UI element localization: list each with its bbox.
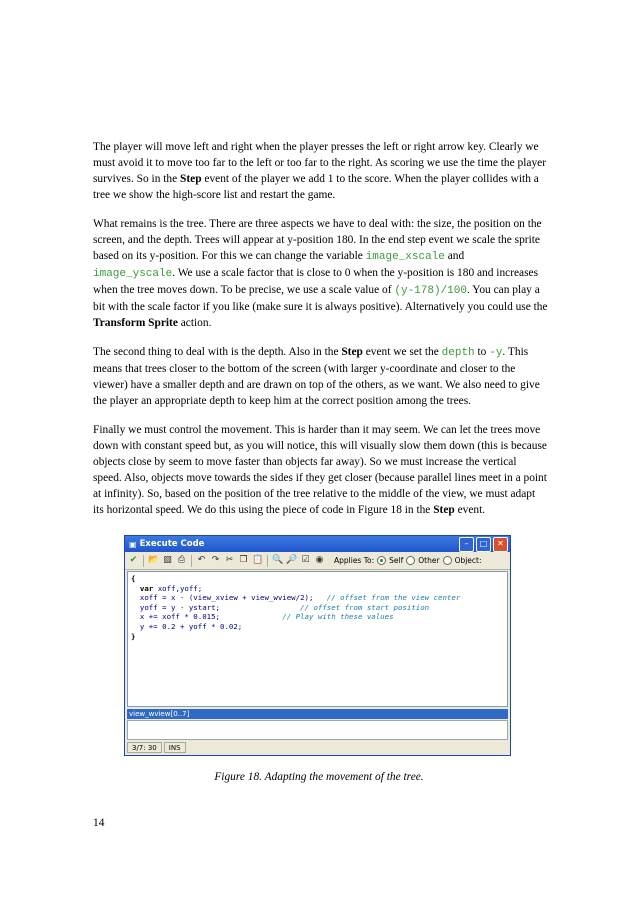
toolbar-separator: [143, 555, 144, 567]
redo-icon[interactable]: ↷: [211, 555, 220, 565]
cursor-position: 3/7: 30: [127, 742, 162, 753]
self-radio[interactable]: [377, 556, 386, 565]
code-line: xoff = x - (view_xview + view_wview/2); // offset from the view center: [131, 593, 461, 603]
toolbar-separator: [267, 555, 268, 567]
figure-caption: Figure 18. Adapting the movement of the tree.: [214, 771, 424, 783]
close-button[interactable]: ✕: [493, 537, 508, 552]
save-icon[interactable]: ▧: [163, 555, 172, 565]
object-label: Object:: [454, 556, 482, 565]
other-radio[interactable]: [406, 556, 415, 565]
other-label: Other: [418, 556, 440, 565]
code-line: }: [131, 631, 136, 641]
code-line: yoff = y - ystart; // offset from start position: [131, 602, 430, 612]
page-number: 14: [93, 817, 105, 829]
paragraph-2: What remains is the tree. There are three aspects we have to deal with: the size, the position on the screen, and the depth. Trees will appear at y-position 180. In the end step event we scale the sprite based on its y-position. For this we can change the variable image_xscale and image_yscale. We use a scale factor that is close to 0 when the y-position is 180 and increases when the tree moves down. To be precise, we use a scale value of (y-178)/100. You can play a bit with the scale factor if you like (make sure it is always positive). Alternatively you could use the Transform Sprite action.: [93, 218, 548, 329]
paragraph-4: Finally we must control the movement. This is harder than it may seem. We can let the trees move down with constant speed but, as you will notice, this will visually slow them down (this is because objects close by seem to move faster than objects far away). So we must increase the vertical speed. Also, objects move towards the sides if they get closer (because parallel lines meet in a point at infinity). So, based on the position of the tree relative to the middle of the view, we must adapt its horizontal speed. We do this using the piece of code in Figure 18 in the Step event.: [93, 424, 547, 516]
cut-icon[interactable]: ✂: [225, 555, 234, 565]
code-icon: ▣: [129, 539, 137, 549]
code-line: y += 0.2 + yoff * 0.02;: [131, 621, 243, 631]
applies-to-label: Applies To:: [334, 556, 375, 565]
paste-icon[interactable]: 📋: [252, 555, 264, 565]
code-line: x += xoff * 0.015; // Play with these values: [131, 612, 394, 622]
toolbar-separator: [191, 555, 192, 567]
maximize-button[interactable]: □: [476, 537, 491, 552]
toolbar: [125, 552, 510, 570]
find-next-icon[interactable]: 🔎: [286, 555, 298, 565]
undo-icon[interactable]: ↶: [197, 555, 206, 565]
color-icon[interactable]: ◉: [315, 555, 324, 565]
check-syntax-icon[interactable]: ☑: [301, 555, 310, 565]
function-hint-bar: view_wview[0..7]: [127, 709, 508, 719]
code-line: {: [131, 574, 136, 583]
window-titlebar: [125, 536, 510, 552]
code-editor[interactable]: [127, 571, 508, 707]
find-icon[interactable]: 🔍: [272, 555, 284, 565]
open-file-icon[interactable]: 📂: [148, 555, 160, 565]
window-title: Execute Code: [139, 539, 205, 549]
object-radio[interactable]: [443, 556, 452, 565]
code-line: var xoff,yoff;: [139, 583, 203, 593]
paragraph-3: The second thing to deal with is the depth. Also in the Step event we set the depth to -y. This means that trees closer to the bottom of the screen (with larger y-coordinate and closer to the viewer) have a smaller depth and are drawn on top of the others, as we want. We also need to give the player an appropriate depth to keep him at the correct position among the trees.: [93, 346, 540, 407]
paragraph-1: The player will move left and right when the player presses the left or right arrow key. Clearly we must avoid it to move too far to the left or too far to the right. As scoring we use the time the player survives. So in the Step event of the player we add 1 to the score. When the player collides with a tree we show the high-score list and restart the game.: [93, 141, 546, 201]
applies-to-group: [334, 556, 482, 565]
execute-code-window: [124, 535, 511, 756]
minimize-button[interactable]: –: [459, 537, 474, 552]
ok-check-icon[interactable]: ✔: [129, 555, 138, 565]
status-bar: [127, 742, 508, 753]
window-controls: [459, 537, 508, 552]
hint-panel: [127, 720, 508, 740]
copy-icon[interactable]: ❐: [239, 555, 248, 565]
insert-mode: INS: [164, 742, 186, 753]
body-text: [93, 139, 548, 531]
print-icon[interactable]: ⎙: [177, 555, 186, 565]
self-label: Self: [389, 556, 404, 565]
